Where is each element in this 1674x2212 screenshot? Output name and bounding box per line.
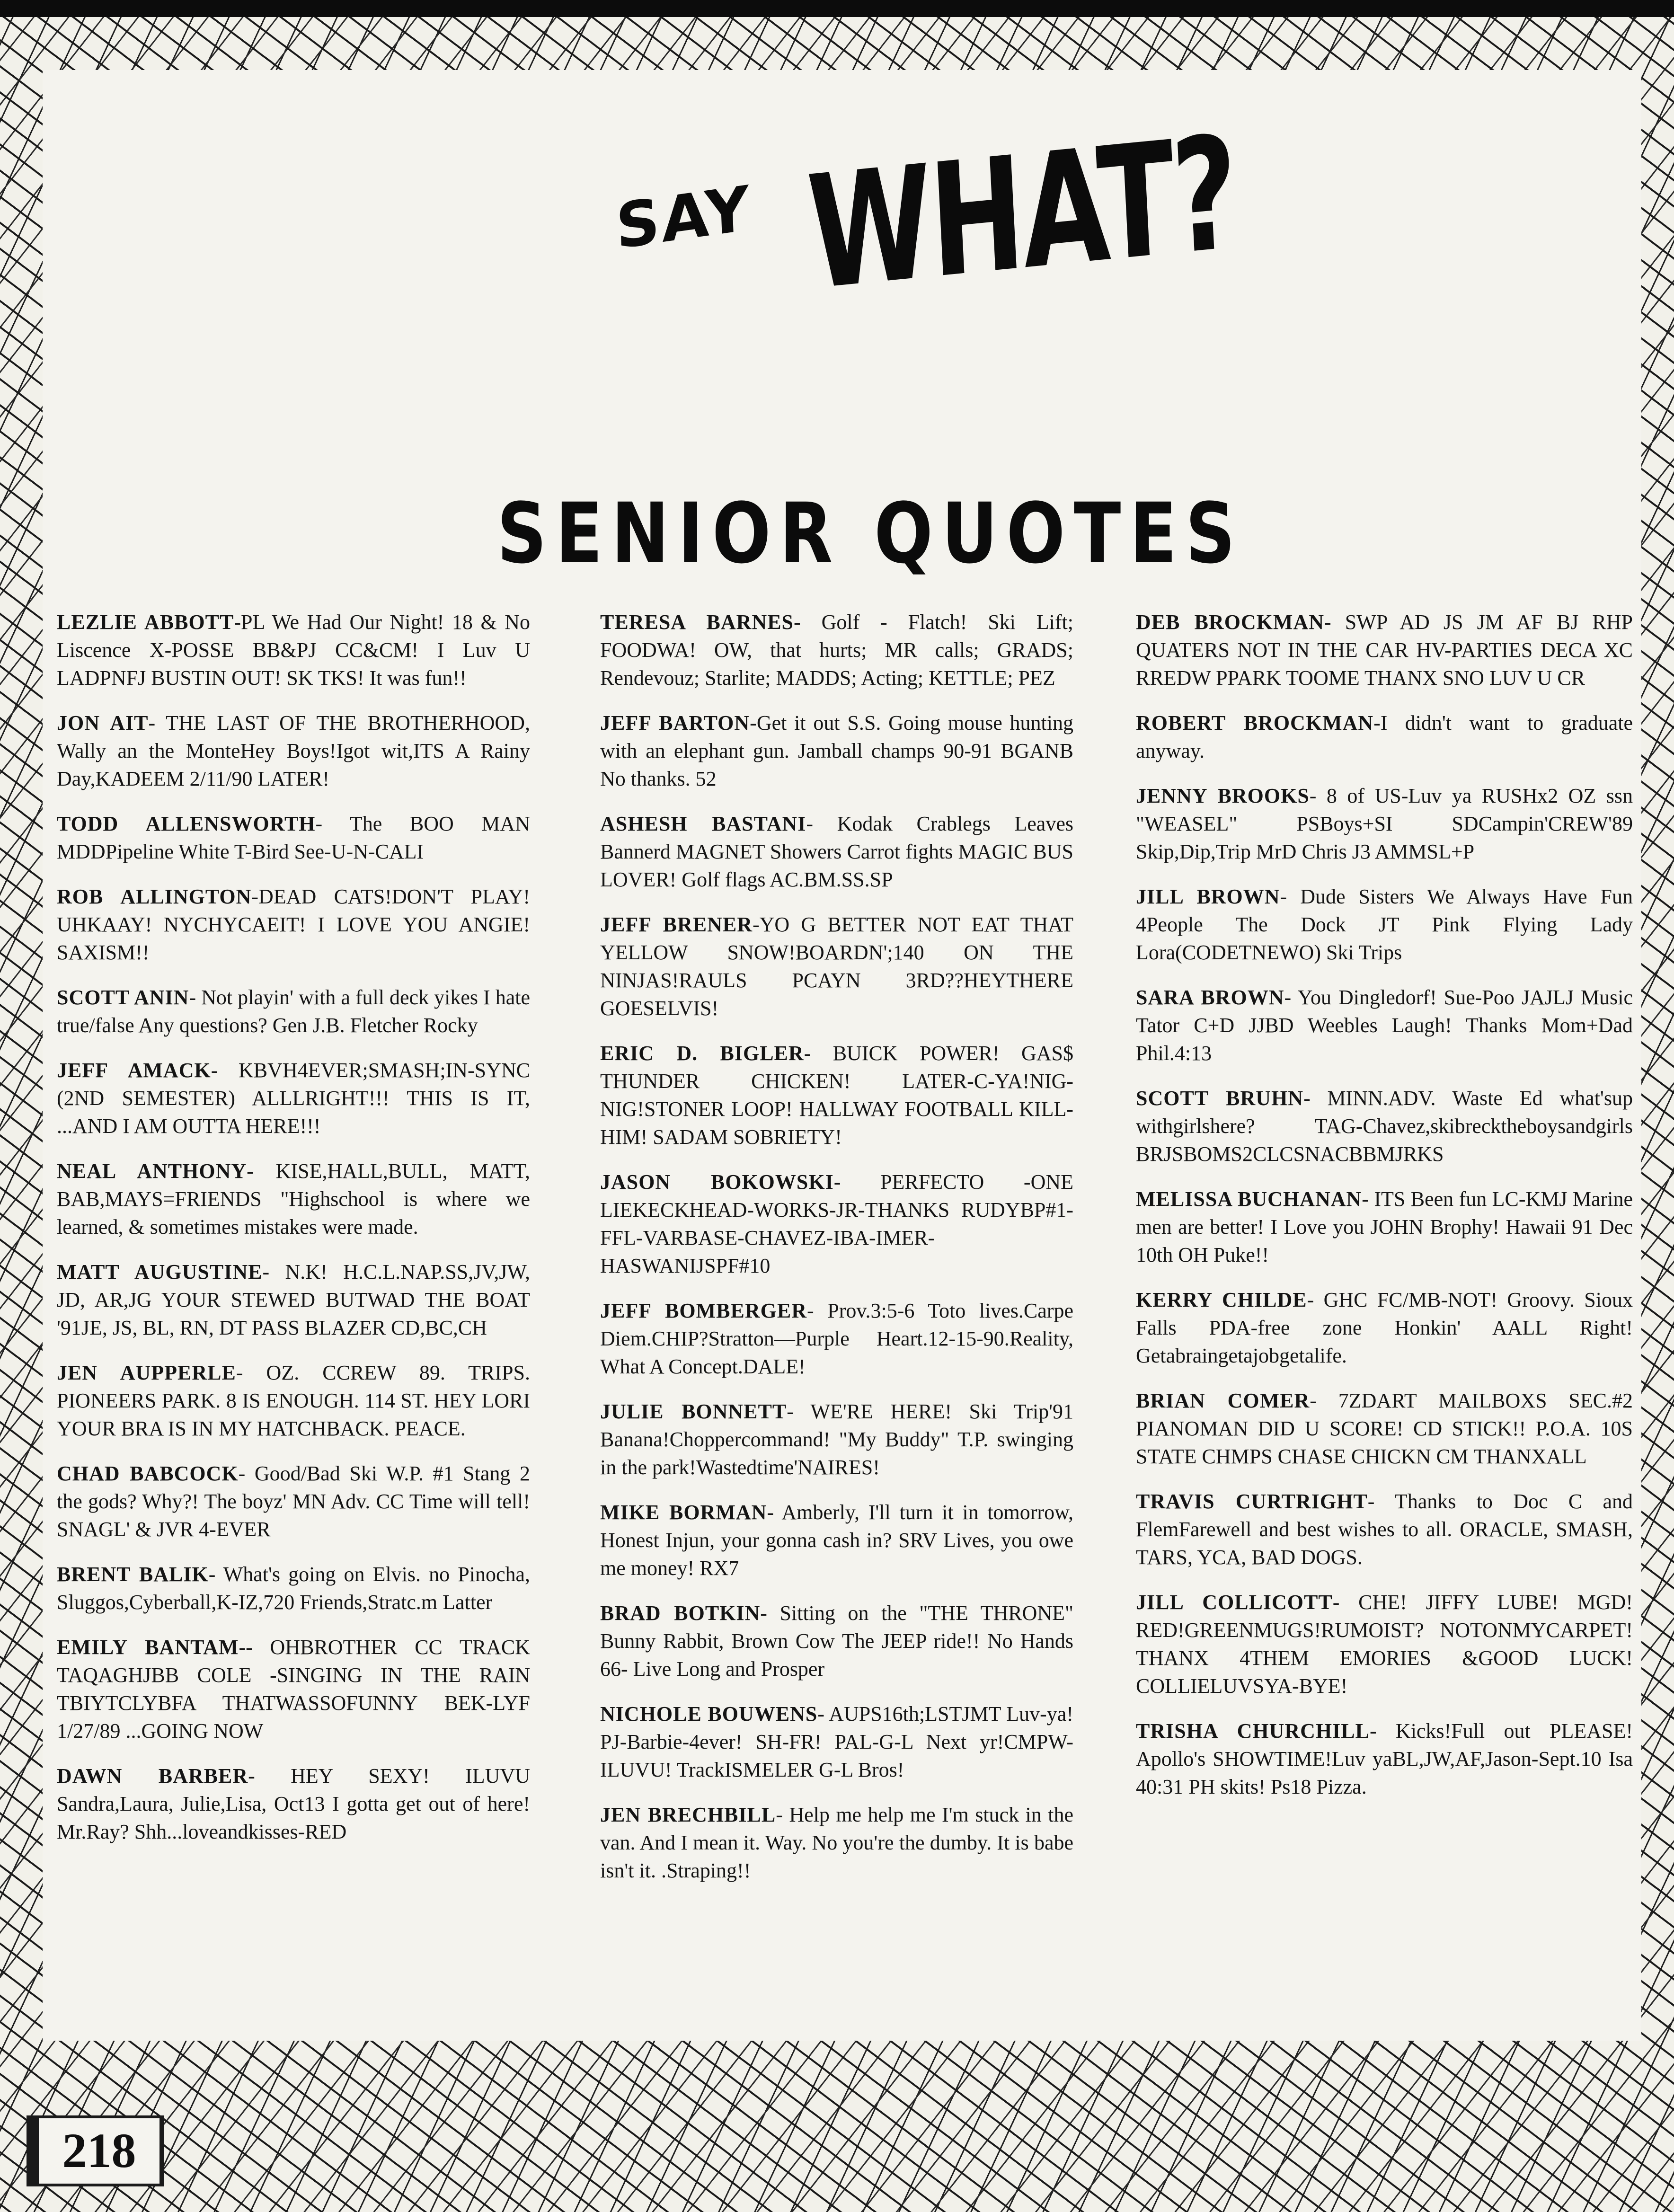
- quote-text: - PERFECTO -ONE LIEKECKHEAD-WORKS-JR-THANKS RUDYBP#1-FFL-VARBASE-CHAVEZ-IBA-IMER-HASWANIJSPF#10: [600, 1170, 1073, 1277]
- quote-text: - Kicks!Full out PLEASE! Apollo's SHOWTIME!Luv yaBL,JW,AF,Jason-Sept.10 Isa 40:31 PH skits! Ps18 Pizza.: [1136, 1719, 1633, 1798]
- student-name: KERRY CHILDE: [1136, 1288, 1307, 1311]
- student-name: EMILY BANTAM: [57, 1636, 239, 1659]
- quote-entry: [57, 1460, 530, 1543]
- quote-text: - CHE! JIFFY LUBE! MGD! RED!GREENMUGS!RUMOIST? NOTONMYCARPET! THANX 4THEM EMORIES &GOOD LUCK! COLLIELUVSYA-BYE!: [1136, 1591, 1633, 1698]
- quote-entry: [57, 983, 530, 1039]
- quote-entry: [600, 1599, 1073, 1683]
- quote-text: - THE LAST OF THE BROTHERHOOD, Wally an the MonteHey Boys!Igot wit,ITS A Rainy Day,KADEEM 2/11/90 LATER!: [57, 711, 530, 790]
- quote-entry: [600, 810, 1073, 894]
- student-name: JEN BRECHBILL: [600, 1803, 776, 1826]
- student-name: JEFF AMACK: [57, 1059, 211, 1082]
- quote-text: -Get it out S.S. Going mouse hunting with an elephant gun. Jamball champs 90-91 BGANB No thanks. 52: [600, 711, 1074, 790]
- quote-entry: [600, 1498, 1073, 1582]
- student-name: JON AIT: [57, 711, 149, 734]
- student-name: JASON BOKOWSKI: [600, 1170, 834, 1194]
- quote-text: - Not playin' with a full deck yikes I hate true/false Any questions? Gen J.B. Fletcher Rocky: [57, 986, 530, 1037]
- quote-text: -YO G BETTER NOT EAT THAT YELLOW SNOW!BOARDN';140 ON THE NINJAS!RAULS PCAYN 3RD??HEYTHERE GOESELVIS!: [600, 913, 1073, 1020]
- quote-text: - What's going on Elvis. no Pinocha, Sluggos,Cyberball,K-IZ,720 Friends,Stratc.m Latter: [57, 1563, 530, 1614]
- student-name: JULIE BONNETT: [600, 1400, 787, 1423]
- quote-entry: [57, 1157, 530, 1241]
- student-name: MELISSA BUCHANAN: [1136, 1187, 1362, 1211]
- quote-entry: [1136, 608, 1633, 692]
- quote-entry: [600, 1297, 1073, 1380]
- quote-entry: [600, 1039, 1073, 1151]
- student-name: JEFF BARTON: [600, 711, 750, 734]
- quote-text: - Kodak Crablegs Leaves Bannerd MAGNET Showers Carrot fights MAGIC BUS LOVER! Golf flags AC.BM.SS.SP: [600, 812, 1073, 891]
- quote-entry: [1136, 883, 1633, 966]
- quote-text: - ITS Been fun LC-KMJ Marine men are better! I Love you JOHN Brophy! Hawaii 91 Dec 10th OH Puke!!: [1136, 1187, 1633, 1266]
- student-name: JEN AUPPERLE: [57, 1361, 236, 1384]
- quote-entry: [57, 883, 530, 966]
- quote-entry: [57, 1633, 530, 1745]
- student-name: JILL BROWN: [1136, 885, 1280, 908]
- quote-text: -I didn't want to graduate anyway.: [1136, 711, 1633, 762]
- quote-text: - The BOO MAN MDDPipeline White T-Bird See-U-N-CALI: [57, 812, 530, 863]
- student-name: BRENT BALIK: [57, 1563, 209, 1586]
- quote-text: - HEY SEXY! ILUVU Sandra,Laura, Julie,Lisa, Oct13 I gotta get out of here! Mr.Ray? Shh...loveandkisses-RED: [57, 1764, 530, 1843]
- student-name: TERESA BARNES: [600, 611, 794, 634]
- student-name: ROBERT BROCKMAN: [1136, 711, 1374, 734]
- student-name: TRISHA CHURCHILL: [1136, 1719, 1370, 1743]
- student-name: TODD ALLENSWORTH: [57, 812, 316, 835]
- quote-entry: [600, 709, 1073, 793]
- quote-text: - 8 of US-Luv ya RUSHx2 OZ ssn "WEASEL" PSBoys+SI SDCampin'CREW'89 Skip,Dip,Trip MrD Chris J3 AMMSL+P: [1136, 784, 1633, 863]
- quote-entry: [600, 1700, 1073, 1784]
- student-name: BRIAN COMER: [1136, 1389, 1310, 1412]
- quote-entry: [57, 1258, 530, 1342]
- student-name: ASHESH BASTANI: [600, 812, 806, 835]
- student-name: MATT AUGUSTINE: [57, 1260, 263, 1283]
- quote-text: - WE'RE HERE! Ski Trip'91 Banana!Choppercommand! "My Buddy" T.P. swinging in the park!Wastedtime'NAIRES!: [600, 1400, 1073, 1479]
- quotes-column-2: [600, 608, 1073, 1902]
- student-name: DAWN BARBER: [57, 1764, 248, 1787]
- quote-text: - Amberly, I'll turn it in tomorrow, Honest Injun, your gonna cash in? SRV Lives, you owe me money! RX7: [600, 1501, 1074, 1580]
- quote-text: - BUICK POWER! GAS$ THUNDER CHICKEN! LATER-C-YA!NIG-NIG!STONER LOOP! HALLWAY FOOTBALL KILL-HIM! SADAM SOBRIETY!: [600, 1042, 1073, 1149]
- quote-entry: [1136, 1084, 1633, 1168]
- header-say: SAY: [614, 172, 753, 263]
- quotes-column-1: [57, 608, 530, 1863]
- quote-text: - Prov.3:5-6 Toto lives.Carpe Diem.CHIP?Stratton—Purple Heart.12-15-90.Reality, What A Concept.DALE!: [600, 1299, 1073, 1378]
- student-name: NEAL ANTHONY: [57, 1159, 247, 1183]
- quote-text: - AUPS16th;LSTJMT Luv-ya! PJ-Barbie-4ever! SH-FR! PAL-G-L Next yr!CMPW-ILUVU! TrackISMELER G-L Bros!: [600, 1702, 1073, 1781]
- quote-text: - Help me help me I'm stuck in the van. And I mean it. Way. No you're the dumby. It is babe isn't it. .Straping!!: [600, 1803, 1073, 1882]
- page-title: SENIOR QUOTES: [497, 485, 1244, 582]
- quote-entry: [1136, 1286, 1633, 1370]
- quote-entry: [600, 1801, 1073, 1885]
- student-name: SCOTT BRUHN: [1136, 1087, 1304, 1110]
- quote-entry: [600, 911, 1073, 1022]
- quote-entry: [57, 608, 530, 692]
- quote-text: - Dude Sisters We Always Have Fun 4People The Dock JT Pink Flying Lady Lora(CODETNEWO) Ski Trips: [1136, 885, 1633, 964]
- quote-text: - Good/Bad Ski W.P. #1 Stang 2 the gods? Why?! The boyz' MN Adv. CC Time will tell! SNAGL' & JVR 4-EVER: [57, 1462, 530, 1541]
- quote-entry: [1136, 1387, 1633, 1470]
- quote-entry: [57, 1056, 530, 1140]
- quote-entry: [57, 709, 530, 793]
- student-name: CHAD BABCOCK: [57, 1462, 239, 1485]
- quote-text: - Golf - Flatch! Ski Lift; FOODWA! OW, that hurts; MR calls; GRADS; Rendevouz; Starlite; MADDS; Acting; KETTLE; PEZ: [600, 611, 1073, 690]
- quote-entry: [57, 810, 530, 866]
- quote-text: -PL We Had Our Night! 18 & No Liscence X-POSSE BB&PJ CC&CM! I Luv U LADPNFJ BUSTIN OUT! SK TKS! It was fun!!: [57, 611, 531, 690]
- student-name: LEZLIE ABBOTT: [57, 611, 234, 634]
- quote-entry: [1136, 1717, 1633, 1801]
- header-what: WHAT?: [804, 102, 1240, 325]
- student-name: BRAD BOTKIN: [600, 1601, 761, 1625]
- page-number: 218: [39, 2118, 159, 2184]
- quote-entry: [600, 1398, 1073, 1481]
- quote-entry: [1136, 1185, 1633, 1269]
- quote-entry: [600, 1168, 1073, 1280]
- student-name: DEB BROCKMAN: [1136, 611, 1324, 634]
- quote-text: - Sitting on the "THE THRONE" Bunny Rabbit, Brown Cow The JEEP ride!! No Hands 66- Live Long and Prosper: [600, 1601, 1074, 1681]
- student-name: TRAVIS CURTRIGHT: [1136, 1490, 1368, 1513]
- quote-entry: [57, 1560, 530, 1616]
- student-name: SARA BROWN: [1136, 986, 1284, 1009]
- quote-text: - KBVH4EVER;SMASH;IN-SYNC (2ND SEMESTER) ALLLRIGHT!!! THIS IS IT, ...AND I AM OUTTA HERE!!!: [57, 1059, 530, 1138]
- quote-text: -- OHBROTHER CC TRACK TAQAGHJBB COLE -SINGING IN THE RAIN TBIYTCLYBFA THATWASSOFUNNY BEK-LYF 1/27/89 ...GOING NOW: [57, 1636, 530, 1743]
- quote-text: - 7ZDART MAILBOXS SEC.#2 PIANOMAN DID U SCORE! CD STICK!! P.O.A. 10S STATE CHMPS CHASE CHICKN CM THANXALL: [1136, 1389, 1633, 1468]
- student-name: JILL COLLICOTT: [1136, 1591, 1333, 1614]
- quote-entry: [1136, 1487, 1633, 1571]
- quote-entry: [1136, 782, 1633, 866]
- quote-text: - Thanks to Doc C and FlemFarewell and best wishes to all. ORACLE, SMASH, TARS, YCA, BAD DOGS.: [1136, 1490, 1633, 1569]
- student-name: ERIC D. BIGLER: [600, 1042, 804, 1065]
- student-name: JEFF BOMBERGER: [600, 1299, 807, 1322]
- quote-text: - SWP AD JS JM AF BJ RHP QUATERS NOT IN THE CAR HV-PARTIES DECA XC RREDW PPARK TOOME THANX SNO LUV U CR: [1136, 611, 1633, 690]
- quote-text: - MINN.ADV. Waste Ed what'sup withgirlshere? TAG-Chavez,skibrecktheboysandgirls BRJSBOMS2CLCSNACBBMJRKS: [1136, 1087, 1633, 1166]
- quote-entry: [1136, 709, 1633, 765]
- student-name: ROB ALLINGTON: [57, 885, 252, 908]
- quote-entry: [57, 1359, 530, 1442]
- student-name: SCOTT ANIN: [57, 986, 189, 1009]
- student-name: JEFF BRENER: [600, 913, 753, 936]
- quote-text: - You Dingledorf! Sue-Poo JAJLJ Music Tator C+D JJBD Weebles Laugh! Thanks Mom+Dad Phil.4:13: [1136, 986, 1633, 1065]
- student-name: MIKE BORMAN: [600, 1501, 767, 1524]
- quote-entry: [600, 608, 1073, 692]
- quote-text: - KISE,HALL,BULL, MATT, BAB,MAYS=FRIENDS "Highschool is where we learned, & sometimes mistakes were made.: [57, 1159, 530, 1239]
- quote-text: - GHC FC/MB-NOT! Groovy. Sioux Falls PDA-free zone Honkin' AALL Right! Getabraingetajobgetalife.: [1136, 1288, 1633, 1367]
- quotes-column-3: [1136, 608, 1633, 1818]
- quote-entry: [57, 1762, 530, 1846]
- quote-text: - N.K! H.C.L.NAP.SS,JV,JW, JD, AR,JG YOUR STEWED BUTWAD THE BOAT '91JE, JS, BL, RN, DT PASS BLAZER CD,BC,CH: [57, 1260, 530, 1339]
- student-name: NICHOLE BOUWENS: [600, 1702, 818, 1725]
- quote-text: - OZ. CCREW 89. TRIPS. PIONEERS PARK. 8 IS ENOUGH. 114 ST. HEY LORI YOUR BRA IS IN MY HATCHBACK. PEACE.: [57, 1361, 530, 1440]
- top-edge-bar: [0, 0, 1674, 17]
- quote-entry: [1136, 983, 1633, 1067]
- quote-entry: [1136, 1588, 1633, 1700]
- quote-text: -DEAD CATS!DON'T PLAY! UHKAAY! NYCHYCAEIT! I LOVE YOU ANGIE! SAXISM!!: [57, 885, 530, 964]
- student-name: JENNY BROOKS: [1136, 784, 1310, 807]
